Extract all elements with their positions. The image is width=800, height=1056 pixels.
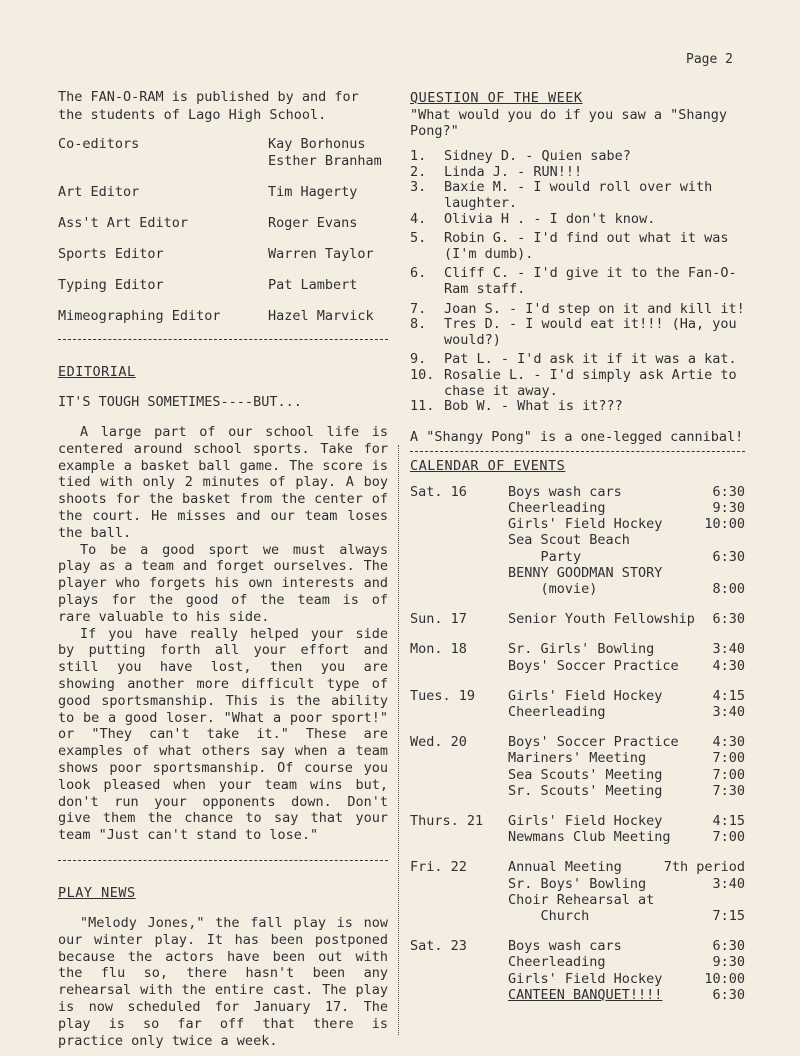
answer-text: Olivia H . - I don't know. [444, 210, 656, 227]
calendar-day [410, 813, 745, 845]
play-news-heading: PLAY NEWS [58, 884, 136, 901]
staff-row [58, 246, 388, 263]
event-name: Cheerleading [508, 499, 606, 516]
calendar-event [508, 549, 745, 565]
answer-text: Baxie M. - I would roll over with laughter. [444, 179, 713, 211]
calendar-event [508, 688, 745, 704]
divider [410, 451, 745, 452]
editorial-paragraph: A large part of our school life is centered around school sports. Take for example a basket ball game. The score is tied with only 2 minutes of play. A boy shoots for the basket from the center of the court. He misses and our team loses the ball. [58, 424, 388, 541]
staff-name: Kay Borhonus [268, 136, 366, 152]
event-time: 4:15 [712, 687, 745, 704]
event-name: Newmans Club Meeting [508, 829, 671, 846]
answer-text: Tres D. - I would eat it!!! (Ha, you would?) [444, 316, 737, 348]
answer-item [410, 212, 745, 228]
staff-names [268, 136, 388, 170]
calendar-event [508, 971, 745, 987]
answer-item [410, 368, 745, 399]
event-name: Sr. Boys' Bowling [508, 875, 647, 892]
event-name: Senior Youth Fellowship [508, 611, 695, 628]
event-time: 8:00 [712, 580, 745, 597]
answer-item [410, 165, 745, 181]
event-name: Boys' Soccer Practice [508, 657, 679, 674]
staff-name: Roger Evans [268, 215, 358, 231]
staff-role: Sports Editor [58, 246, 164, 262]
calendar-event [508, 876, 745, 892]
answer-item [410, 149, 745, 165]
answer-number: 8. [410, 316, 427, 333]
event-name: Boys' Soccer Practice [508, 734, 679, 751]
answer-text: Robin G. - I'd find out what it was (I'm dumb). [444, 230, 729, 262]
staff-name: Esther Branham [268, 153, 382, 169]
calendar-event [508, 658, 745, 674]
event-time: 4:30 [712, 734, 745, 751]
staff-role: Co-editors [58, 136, 140, 152]
calendar-event [508, 859, 745, 875]
event-name: Mariners' Meeting [508, 750, 647, 767]
calendar-event [508, 565, 745, 581]
event-time: 6:30 [712, 483, 745, 500]
calendar-event [508, 704, 745, 720]
staff-name: Hazel Marvick [268, 308, 374, 324]
event-time: 7:15 [712, 907, 745, 924]
answer-number: 10. [410, 366, 435, 383]
staff-list [58, 136, 388, 325]
staff-row [58, 308, 388, 325]
event-time: 10:00 [704, 516, 745, 533]
editorial-paragraph: To be a good sport we must always play as a team and forget ourselves. The player who forgets his own interests and plays for the good of the team is of rare valuable to his side. [58, 541, 388, 625]
calendar-event [508, 987, 745, 1003]
staff-name: Pat Lambert [268, 277, 358, 293]
event-time: 7th period [663, 859, 745, 876]
staff-names [268, 215, 388, 232]
answer-item [410, 180, 745, 211]
question-prompt: "What would you do if you saw a "Shangy Pong?" [410, 107, 727, 139]
answer-text: Sidney D. - Quien sabe? [444, 148, 631, 165]
calendar-heading: CALENDAR OF EVENTS [410, 457, 566, 474]
answer-text: Linda J. - RUN!!! [444, 163, 583, 180]
event-name: Boys wash cars [508, 938, 622, 955]
divider [58, 860, 388, 861]
staff-row [58, 184, 388, 201]
event-name: Sr. Scouts' Meeting [508, 782, 663, 799]
calendar-events [508, 859, 745, 924]
answer-number: 1. [410, 148, 427, 165]
event-name: CANTEEN BANQUET!!!! [508, 986, 663, 1003]
event-name: Cheerleading [508, 954, 606, 971]
event-time: 9:30 [712, 499, 745, 516]
calendar-event [508, 611, 745, 627]
event-name: Cheerleading [508, 703, 606, 720]
event-time: 4:15 [712, 812, 745, 829]
calendar-day [410, 611, 745, 627]
answer-number: 5. [410, 230, 427, 247]
divider [58, 339, 388, 340]
answer-item [410, 399, 745, 415]
staff-role: Mimeographing Editor [58, 308, 221, 324]
calendar-event [508, 892, 745, 908]
answer-item [410, 266, 745, 297]
calendar-event [508, 750, 745, 766]
event-name: Church [508, 907, 590, 924]
calendar-event [508, 484, 745, 500]
staff-role: Art Editor [58, 184, 140, 200]
masthead-intro: The FAN-O-RAM is published by and for the students of Lago High School. [58, 89, 359, 123]
calendar-events [508, 611, 745, 627]
calendar-event [508, 908, 745, 924]
event-name: (movie) [508, 580, 598, 597]
event-name: Party [508, 548, 582, 565]
event-name: BENNY GOODMAN STORY [508, 564, 663, 581]
column-divider [398, 445, 399, 1035]
calendar-event [508, 581, 745, 597]
calendar-date: Sat. 16 [410, 483, 467, 500]
page-number: Page 2 [686, 52, 733, 67]
staff-name: Tim Hagerty [268, 184, 358, 200]
calendar-events [508, 688, 745, 720]
calendar-event [508, 734, 745, 750]
staff-role: Typing Editor [58, 277, 164, 293]
answer-text: Cliff C. - I'd give it to the Fan-O-Ram staff. [444, 265, 737, 297]
event-name: Choir Rehearsal at [508, 891, 655, 908]
event-name: Sea Scouts' Meeting [508, 766, 663, 783]
staff-names [268, 184, 388, 201]
event-name: Sea Scout Beach [508, 532, 630, 549]
editorial-heading: EDITORIAL [58, 364, 136, 380]
calendar-day [410, 859, 745, 924]
calendar-date: Thurs. 21 [410, 812, 484, 829]
event-time: 3:40 [712, 703, 745, 720]
calendar-event [508, 767, 745, 783]
answer-item [410, 231, 745, 262]
answer-text: Rosalie L. - I'd simply ask Artie to chase it away. [444, 366, 737, 399]
event-name: Sr. Girls' Bowling [508, 641, 655, 658]
event-time: 6:30 [712, 938, 745, 955]
event-time: 7:00 [712, 829, 745, 846]
event-time: 7:00 [712, 750, 745, 767]
calendar-event [508, 500, 745, 516]
answer-text: Pat L. - I'd ask it if it was a kat. [444, 351, 737, 368]
staff-names [268, 246, 388, 263]
staff-names [268, 277, 388, 294]
answer-number: 6. [410, 265, 427, 282]
editorial-paragraph: If you have really helped your side by putting forth all your effort and still you have lost, then you are showing another more difficult type of good sportsmanship. This is the ability to be a good loser. "What a poor sport!" or "They can't take it." These are examples of what others say when a team shows poor sportsmanship. Of course you look pleased when your team wins but, don't run your opponents down. Don't give them the chance to say that your team "Just can't stand to lose." [58, 625, 388, 844]
calendar-event [508, 938, 745, 954]
calendar-event [508, 783, 745, 799]
staff-row [58, 277, 388, 294]
event-time: 7:30 [712, 782, 745, 799]
event-name: Boys wash cars [508, 483, 622, 500]
staff-row [58, 136, 388, 170]
calendar-event [508, 532, 745, 548]
answer-reveal: A "Shangy Pong" is a one-legged cannibal! [410, 428, 744, 445]
event-time: 6:30 [712, 986, 745, 1003]
calendar-events [508, 484, 745, 597]
staff-names [268, 308, 388, 325]
answer-number: 11. [410, 398, 435, 415]
right-column [410, 88, 745, 1003]
question-heading: QUESTION OF THE WEEK [410, 90, 583, 106]
event-name: Girls' Field Hockey [508, 516, 663, 533]
calendar-event [508, 829, 745, 845]
editorial-subheading: IT'S TOUGH SOMETIMES----BUT... [58, 394, 302, 410]
answer-item [410, 317, 745, 348]
calendar-date: Sun. 17 [410, 611, 467, 628]
calendar-date: Wed. 20 [410, 734, 467, 751]
event-name: Girls' Field Hockey [508, 687, 663, 704]
staff-row [58, 215, 388, 232]
event-time: 10:00 [704, 970, 745, 987]
calendar-list [410, 484, 745, 1003]
answer-number: 7. [410, 300, 427, 317]
calendar-day [410, 688, 745, 720]
calendar-event [508, 813, 745, 829]
answer-number: 2. [410, 163, 427, 180]
event-time: 7:00 [712, 766, 745, 783]
calendar-events [508, 813, 745, 845]
calendar-day [410, 734, 745, 799]
event-name: Annual Meeting [508, 859, 622, 876]
staff-role: Ass't Art Editor [58, 215, 189, 231]
answer-number: 4. [410, 210, 427, 227]
answer-list [410, 149, 745, 415]
event-time: 6:30 [712, 611, 745, 628]
answer-item [410, 302, 745, 318]
calendar-events [508, 734, 745, 799]
calendar-date: Fri. 22 [410, 859, 467, 876]
event-name: Girls' Field Hockey [508, 812, 663, 829]
event-name: Girls' Field Hockey [508, 970, 663, 987]
calendar-event [508, 954, 745, 970]
event-time: 9:30 [712, 954, 745, 971]
event-time: 4:30 [712, 657, 745, 674]
event-time: 3:40 [712, 875, 745, 892]
calendar-day [410, 938, 745, 1003]
calendar-day [410, 484, 745, 597]
calendar-date: Sat. 23 [410, 938, 467, 955]
answer-number: 9. [410, 351, 427, 368]
calendar-date: Mon. 18 [410, 641, 467, 658]
event-time: 3:40 [712, 641, 745, 658]
answer-text: Joan S. - I'd step on it and kill it! [444, 300, 745, 317]
calendar-event [508, 516, 745, 532]
play-news-text: "Melody Jones," the fall play is now our winter play. It has been postponed because the actors have been out with the flu so, there hasn't been any rehearsal with the entire cast. The play is now scheduled for January 17. The play is so far off that there is practice only twice a week. [58, 914, 388, 1049]
answer-text: Bob W. - What is it??? [444, 398, 623, 415]
answer-item [410, 352, 745, 368]
answer-number: 3. [410, 179, 427, 196]
calendar-event [508, 641, 745, 657]
left-column [58, 88, 388, 1049]
calendar-date: Tues. 19 [410, 687, 476, 704]
calendar-day [410, 641, 745, 673]
calendar-events [508, 641, 745, 673]
calendar-events [508, 938, 745, 1003]
staff-name: Warren Taylor [268, 246, 374, 262]
event-time: 6:30 [712, 548, 745, 565]
